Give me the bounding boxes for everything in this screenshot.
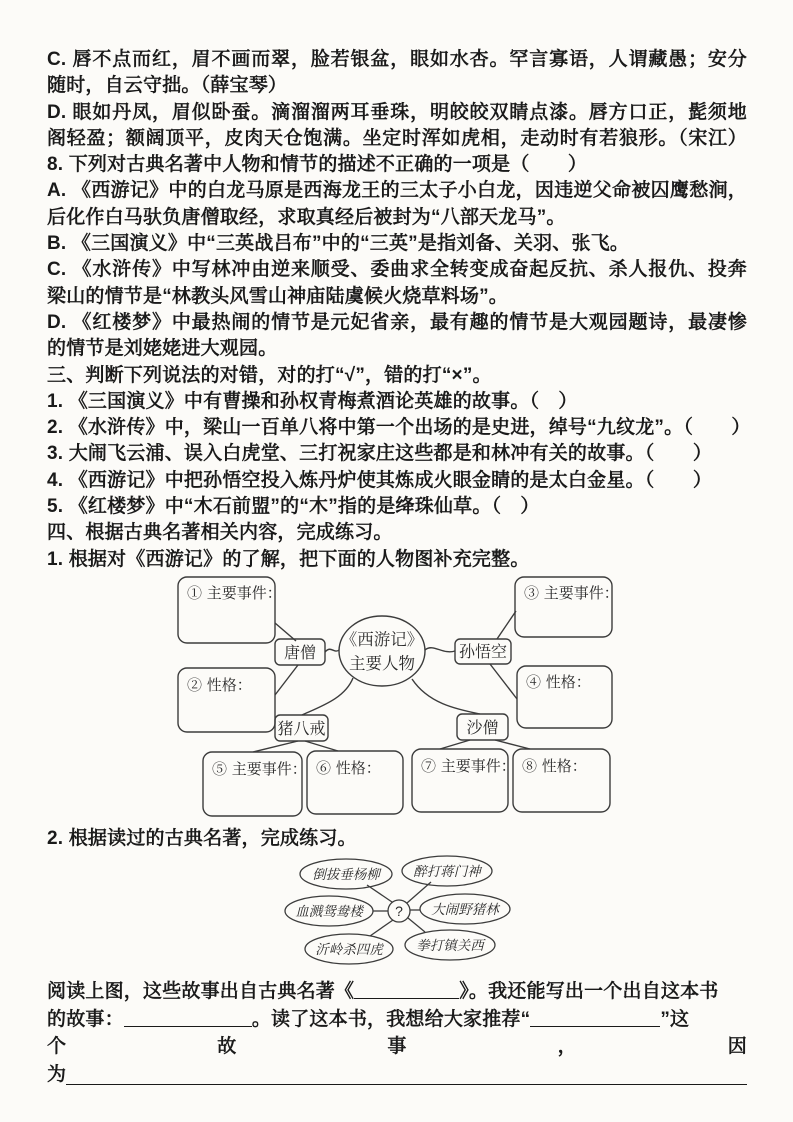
connector-line [425, 648, 455, 652]
exercise-2-prompt: 2. 根据读过的古典名著，完成练习。 [47, 827, 357, 849]
spread-char: 因 [727, 1036, 747, 1058]
center-title-line-2: 主要人物 [349, 653, 415, 673]
tf-item-4: 4. 《西游记》中把孙悟空投入炼丹炉使其炼成火眼金睛的是太白金星。（ ） [47, 469, 713, 491]
tf-item-2: 2. 《水浒传》中，梁山一百单八将中第一个出场的是史进，绰号“九纹龙”。（ ） [47, 417, 751, 439]
fill-line-2-post: ”这 [660, 1009, 690, 1031]
option-c7-line-1: C. 唇不点而红，眉不画而翠，脸若银盆，眼如水杏。罕言寡语，人谓藏愚；安分 [47, 49, 747, 70]
connector-line [408, 918, 425, 932]
slot-1-label: ① 主要事件： [187, 583, 282, 602]
tf-item-3: 3. 大闹飞云浦、误入白虎堂、三打祝家庄这些都是和林冲有关的故事。（ ） [47, 443, 713, 465]
fill-line-4-pre: 为 [47, 1064, 67, 1086]
question-8-stem: 8. 下列对古典名著中人物和情节的描述不正确的一项是（ ） [47, 154, 588, 176]
book-title-blank [354, 979, 459, 999]
connector-line [370, 920, 393, 936]
connector-line [490, 664, 517, 699]
connector-line [367, 885, 392, 902]
connector-line [305, 741, 338, 751]
option-d7-line-1: D. 眼如丹凤，眉似卧蚕。滴溜溜两耳垂珠，明皎皎双睛点漆。唇方口正，髭须地 [47, 101, 747, 123]
tangseng-label: 唐僧 [283, 642, 317, 662]
story-label-6: 拳打镇关西 [416, 938, 484, 955]
tf-item-5: 5. 《红楼梦》中“木石前盟”的“木”指的是绛珠仙草。（ ） [47, 496, 540, 518]
connector-line [302, 678, 353, 715]
fill-line-2 [47, 1005, 747, 1033]
connector-line [495, 740, 530, 749]
story-label-2: 醉打蒋门神 [413, 864, 481, 881]
option-b8: B. 《三国演义》中“三英战吕布”中的“三英”是指刘备、关羽、张飞。 [47, 233, 630, 255]
story-name-blank [124, 1007, 252, 1027]
connector-line [325, 649, 339, 652]
fill-line-2-pre: 的故事： [47, 1009, 124, 1031]
slot-7-label: ⑦ 主要事件： [421, 756, 516, 775]
story-label-5: 沂岭杀四虎 [315, 942, 383, 959]
option-d7-line-2: 阁轻盈；额阔顶平，皮肉天仓饱满。坐定时浑如虎相，走动时有若狼形。（宋江） [47, 127, 747, 149]
slot-4-label: ④ 性格： [526, 672, 591, 691]
center-title-line-1: 《西游记》 [340, 629, 424, 649]
center-ellipse [339, 616, 425, 686]
option-c8-line-1: C. 《水浒传》中写林冲由逆来顺受、委曲求全转变成奋起反抗、杀人报仇、投奔 [47, 259, 747, 281]
slot-2-label: ② 性格： [187, 675, 252, 694]
option-a8-line-1: A. 《西游记》中的白龙马原是西海龙王的三太子小白龙，因违逆父命被囚鹰愁涧， [47, 180, 747, 202]
connector-line [253, 741, 298, 752]
fill-line-2-mid: 。读了这本书，我想给大家推荐“ [251, 1009, 531, 1031]
spread-char: 事 [387, 1036, 407, 1058]
fill-line-1-pre: 阅读上图，这些故事出自古典名著《 [47, 981, 355, 1003]
connector-line [275, 665, 298, 695]
story-bubble-diagram [268, 852, 518, 968]
fill-line-4 [47, 1061, 747, 1089]
question-mark-label: ? [395, 903, 403, 920]
slot-8-label: ⑧ 性格： [522, 756, 587, 775]
option-c8-line-2: 梁山的情节是“林教头风雪山神庙陆虞候火烧草料场”。 [47, 285, 509, 307]
exercise-1-prompt: 1. 根据对《西游记》的了解，把下面的人物图补充完整。 [47, 548, 530, 570]
section-4-heading: 四、根据古典名著相关内容，完成练习。 [47, 522, 393, 544]
connector-line [440, 740, 470, 749]
option-c7-line-2: 随时，自云守拙。（薛宝琴） [47, 75, 288, 97]
reading-fill-in-paragraph [47, 977, 747, 1089]
page-content [47, 47, 751, 1089]
zhubajie-label: 猪八戒 [277, 718, 326, 738]
option-d8-line-1: D. 《红楼梦》中最热闹的情节是元妃省亲，最有趣的情节是大观园题诗，最凄惨 [47, 311, 747, 333]
fill-line-1-post: 》。我还能写出一个出自这本书 [459, 981, 719, 1003]
spread-char: 故 [217, 1036, 237, 1058]
xiyouji-character-map-diagram [150, 573, 660, 819]
connector-line [412, 679, 480, 714]
fill-line-3 [47, 1033, 747, 1061]
slot-3-label: ③ 主要事件： [524, 583, 619, 602]
shaseng-label: 沙僧 [466, 717, 499, 737]
connector-line [407, 882, 431, 903]
slot-6-label: ⑥ 性格： [316, 758, 381, 777]
option-d8-line-2: 的情节是刘姥姥进大观园。 [47, 338, 278, 360]
connector-line [497, 611, 516, 639]
slot-5-label: ⑤ 主要事件： [212, 759, 307, 778]
option-a8-line-2: 后化作白马驮负唐僧取经，求取真经后被封为“八部天龙马”。 [47, 206, 566, 228]
recommend-story-blank [530, 1007, 660, 1027]
reason-blank [66, 1061, 747, 1085]
spread-char: 个 [47, 1036, 67, 1058]
tf-item-1: 1. 《三国演义》中有曹操和孙权青梅煮酒论英雄的故事。（ ） [47, 390, 578, 412]
story-label-1: 倒拔垂杨柳 [312, 867, 380, 884]
story-label-3: 血溅鸳鸯楼 [295, 904, 363, 921]
section-3-heading: 三、判断下列说法的对错，对的打“√”，错的打“×”。 [47, 364, 492, 386]
fill-line-1 [47, 977, 747, 1005]
sunwukong-label: 孙悟空 [458, 641, 508, 661]
spread-char: ， [557, 1036, 577, 1058]
story-label-4: 大闹野猪林 [431, 902, 499, 919]
connector-line [275, 623, 296, 641]
